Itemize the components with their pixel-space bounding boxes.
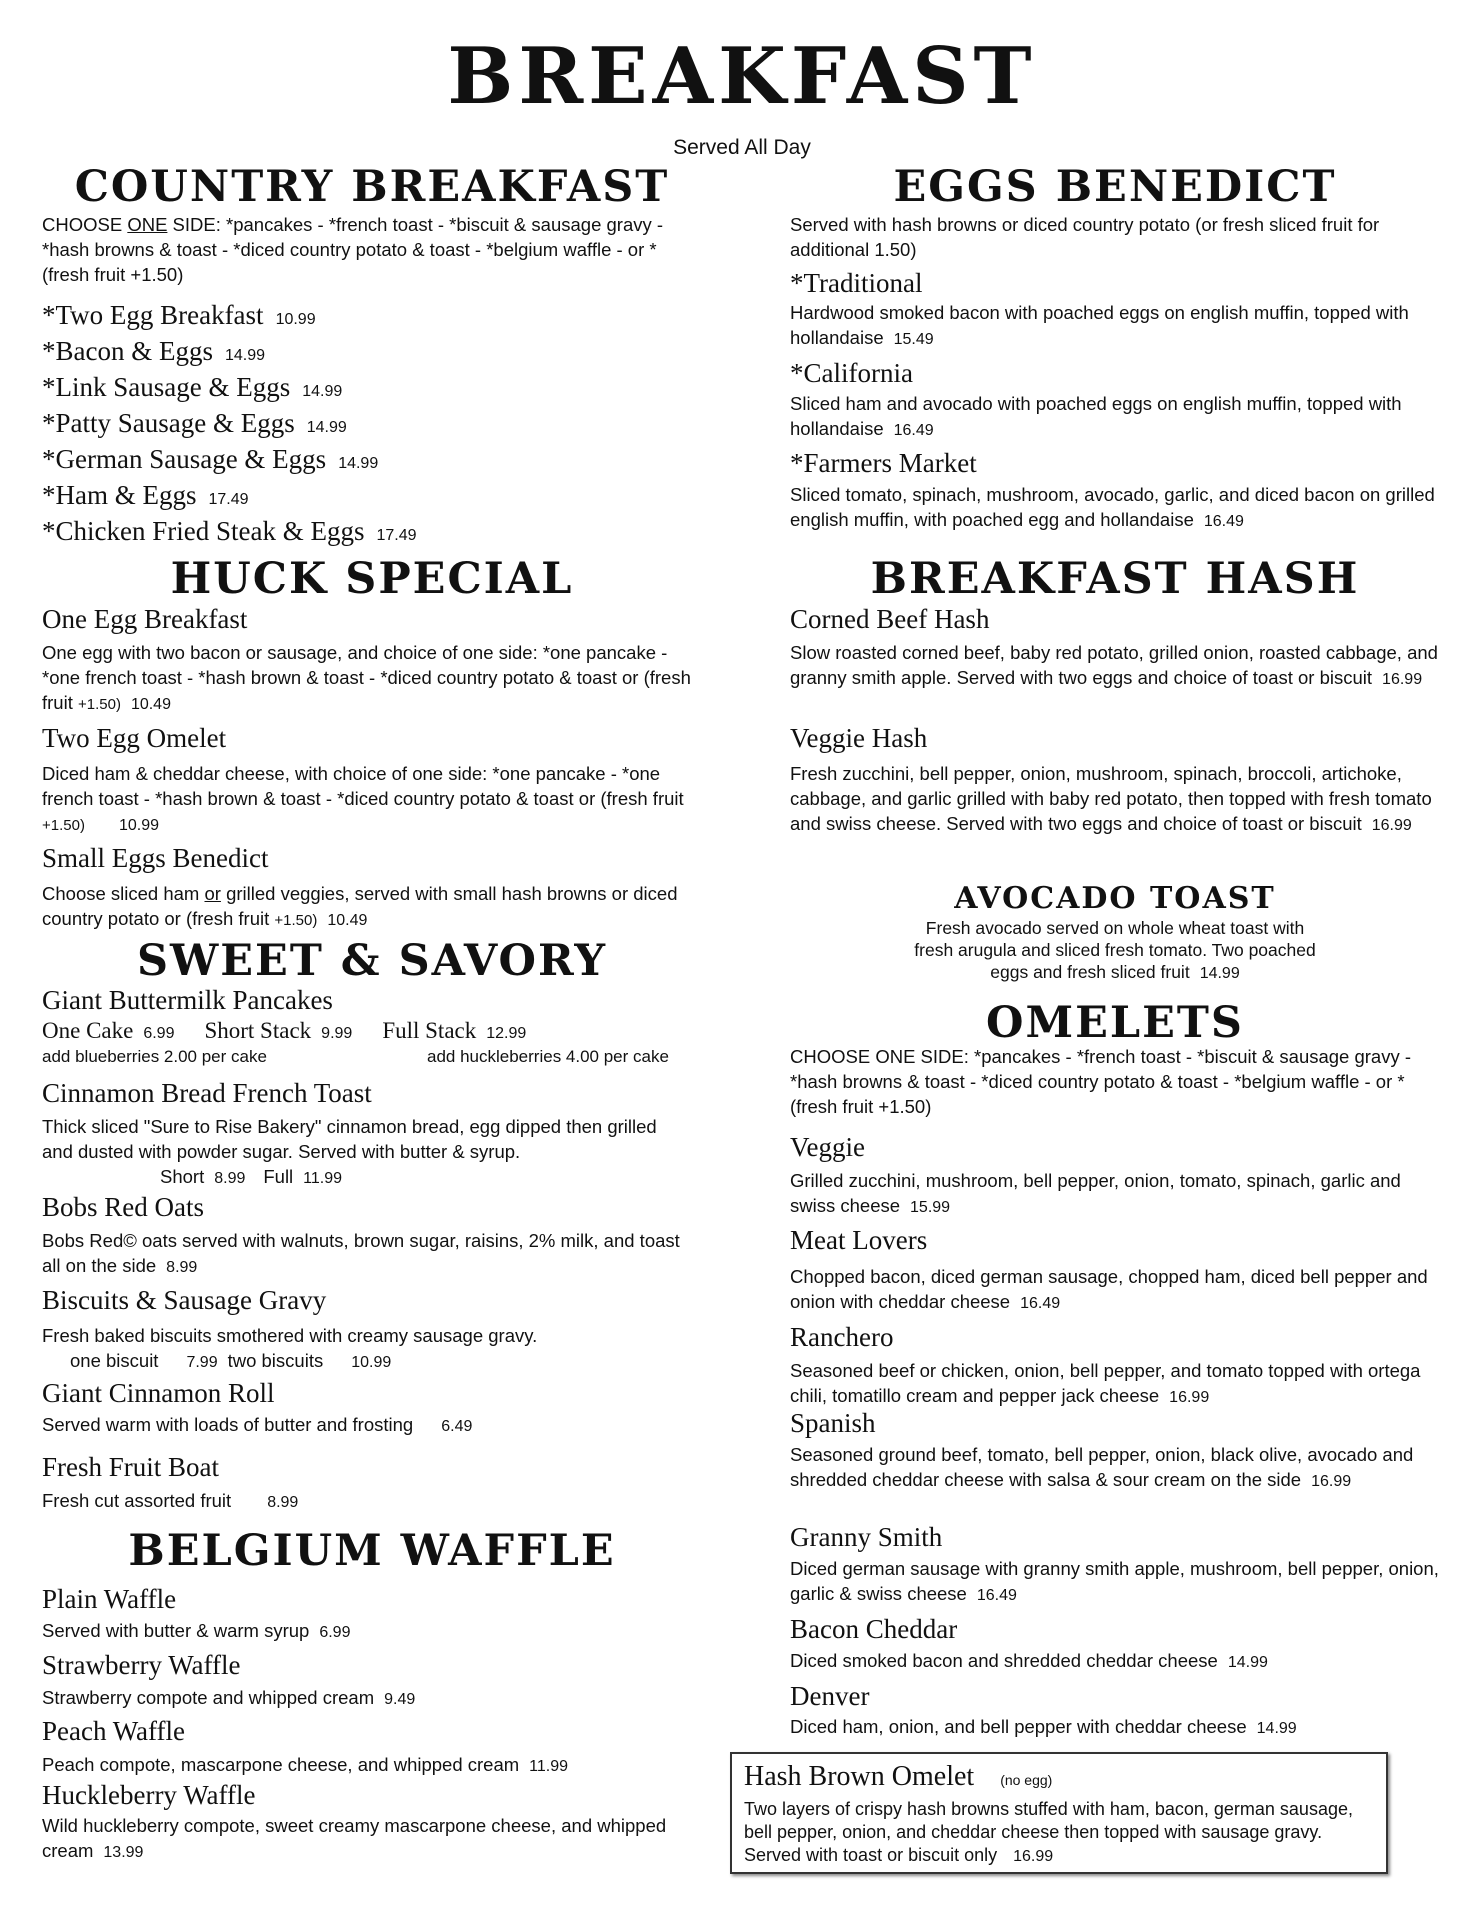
page-subtitle: Served All Day [673,136,811,159]
menu-item: *Patty Sausage & Eggs 14.99 [42,408,347,438]
menu-item-desc: Chopped bacon, diced german sausage, chopped ham, diced bell pepper and onion with cheddar cheese 16.49 [790,1266,1428,1312]
menu-item-name: Fresh Fruit Boat [42,1452,220,1482]
menu-item-name: Strawberry Waffle [42,1650,241,1680]
menu-item-desc: Thick sliced "Sure to Rise Bakery" cinnamon bread, egg dipped then grilled and dusted with powder sugar. Served with butter & syrup. [42,1116,657,1162]
menu-item-name: Veggie Hash [790,723,928,753]
menu-item-name: Huckleberry Waffle [42,1780,256,1810]
addon-huckleberries: add huckleberries 4.00 per cake [427,1047,669,1066]
menu-item-name: Two Egg Omelet [42,723,227,753]
menu-item-desc: Fresh zucchini, bell pepper, onion, mushroom, spinach, broccoli, artichoke, cabbage, and garlic grilled with baby red potato, then topped with fresh tomato and swiss cheese. Served with two eggs and choice of toast or biscuit 16.99 [790,763,1432,834]
menu-item: *Ham & Eggs 17.49 [42,480,249,510]
menu-item-desc: Diced german sausage with granny smith apple, mushroom, bell pepper, onion, garlic & swiss cheese 16.49 [790,1558,1439,1604]
biscuit-sizes: one biscuit 7.99 two biscuits 10.99 [70,1350,392,1371]
menu-item-desc: Sliced ham and avocado with poached eggs on english muffin, topped with hollandaise 16.49 [790,393,1402,439]
menu-item-name: Cinnamon Bread French Toast [42,1078,372,1108]
menu-item-name: Denver [790,1681,870,1711]
menu-item-name: *Traditional [790,268,923,298]
menu-item-name: Granny Smith [790,1522,943,1552]
menu-item-name: Bobs Red Oats [42,1192,204,1222]
menu-item-desc: Wild huckleberry compote, sweet creamy mascarpone cheese, and whipped cream 13.99 [42,1815,667,1861]
menu-item: *Bacon & Eggs 14.99 [42,336,266,366]
menu-item: *German Sausage & Eggs 14.99 [42,444,379,474]
menu-item-desc: Slow roasted corned beef, baby red potato, grilled onion, roasted cabbage, and granny smith apple. Served with two eggs and choice of toast or biscuit 16.99 [790,642,1438,688]
french-toast-sizes: Short 8.99 Full 11.99 [160,1166,343,1187]
omelets-heading: OMELETS [986,998,1244,1048]
menu-item-desc: One egg with two bacon or sausage, and choice of one side: *one pancake - *one french toast - *hash brown & toast - *diced country potato & toast or (fresh fruit +1.50) 10.49 [42,642,691,713]
menu-item-name: Biscuits & Sausage Gravy [42,1285,327,1315]
menu-item-name: Spanish [790,1408,876,1438]
menu-item-desc: Grilled zucchini, mushroom, bell pepper, onion, tomato, spinach, garlic and swiss cheese 15.99 [790,1170,1401,1216]
menu-item-name: *California [790,358,913,388]
menu-item-desc: Diced ham & cheddar cheese, with choice of one side: *one pancake - *one french toast - *hash brown & toast - *diced country potato & toast or (fresh fruit +1.50) 10.99 [42,763,684,834]
menu-item-name: Hash Brown Omelet (no egg) [744,1761,1053,1792]
menu-item-name: Peach Waffle [42,1716,186,1746]
pancake-sizes: One Cake 6.99 Short Stack 9.99 Full Stack 12.99 [42,1018,527,1043]
avocado-toast-heading: AVOCADO TOAST [954,881,1276,916]
menu-item-desc: Peach compote, mascarpone cheese, and whipped cream 11.99 [42,1754,569,1775]
menu-item-name: Giant Buttermilk Pancakes [42,985,333,1015]
menu-item-name: One Egg Breakfast [42,604,248,634]
menu-item-name: Bacon Cheddar [790,1614,958,1644]
menu-item: *Link Sausage & Eggs 14.99 [42,372,343,402]
menu-item-name: Corned Beef Hash [790,604,990,634]
menu-item-desc: Sliced tomato, spinach, mushroom, avocado, garlic, and diced bacon on grilled english muffin, with poached egg and hollandaise 16.49 [790,484,1435,530]
menu-item-desc: Choose sliced ham or grilled veggies, served with small hash browns or diced country potato or (fresh fruit +1.50) 10.49 [42,883,678,929]
menu-item-desc: Served warm with loads of butter and frosting 6.49 [42,1414,473,1435]
breakfast-hash-heading: BREAKFAST HASH [870,554,1360,604]
omelets-note: CHOOSE ONE SIDE: *pancakes - *french toast - *biscuit & sausage gravy - *hash browns & toast - *diced country potato & toast - *belgium waffle - or *(fresh fruit +1.50) [790,1046,1412,1117]
menu-item-desc: Seasoned ground beef, tomato, bell pepper, onion, black olive, avocado and shredded cheddar cheese with salsa & sour cream on the side 16.99 [790,1444,1414,1490]
menu-item: *Chicken Fried Steak & Eggs 17.49 [42,516,417,546]
menu-item-name: Giant Cinnamon Roll [42,1378,275,1408]
addon-blueberries: add blueberries 2.00 per cake [42,1047,267,1066]
menu-item-desc: Diced ham, onion, and bell pepper with cheddar cheese 14.99 [790,1716,1297,1737]
menu-item-desc: Fresh cut assorted fruit 8.99 [42,1490,299,1511]
eggs-benedict-note: Served with hash browns or diced country potato (or fresh sliced fruit for additional 1.50) [790,214,1380,260]
menu-item: *Two Egg Breakfast 10.99 [42,300,316,330]
menu-item-name: Ranchero [790,1322,894,1352]
eggs-benedict-heading: EGGS BENEDICT [893,162,1337,212]
page-title: BREAKFAST [447,31,1037,122]
menu-item-name: Veggie [790,1132,865,1162]
sweet-savory-heading: SWEET & SAVORY [136,936,608,986]
menu-item-desc: Hardwood smoked bacon with poached eggs on english muffin, topped with hollandaise 15.49 [790,302,1409,348]
menu-item-desc: Served with butter & warm syrup 6.99 [42,1620,351,1641]
country-breakfast-heading: COUNTRY BREAKFAST [74,162,670,212]
avocado-toast-desc: Fresh avocado served on whole wheat toast with fresh arugula and sliced fresh tomato. Two poached eggs and fresh sliced fruit 14.99 [914,918,1316,982]
menu-item-desc: Two layers of crispy hash browns stuffed with ham, bacon, german sausage, bell pepper, onion, and cheddar cheese then topped with sausage gravy. Served with toast or biscuit only 16.99 [744,1799,1353,1865]
menu-item-desc: Seasoned beef or chicken, onion, bell pepper, and tomato topped with ortega chili, tomatillo cream and pepper jack cheese 16.99 [790,1360,1421,1406]
menu-item-name: Meat Lovers [790,1225,928,1255]
belgium-waffle-heading: BELGIUM WAFFLE [128,1526,616,1576]
country-breakfast-note: CHOOSE ONE SIDE: *pancakes - *french toast - *biscuit & sausage gravy - *hash browns & toast - *diced country potato & toast - *belgium waffle - or *(fresh fruit +1.50) [42,214,664,285]
huck-special-heading: HUCK SPECIAL [170,554,574,604]
menu-item-name: Plain Waffle [42,1584,177,1614]
menu-item-desc: Fresh baked biscuits smothered with creamy sausage gravy. [42,1325,538,1346]
menu-item-desc: Diced smoked bacon and shredded cheddar cheese 14.99 [790,1650,1268,1671]
menu-item-desc: Bobs Red© oats served with walnuts, brown sugar, raisins, 2% milk, and toast all on the side 8.99 [42,1230,680,1276]
menu-item-name: Small Eggs Benedict [42,843,269,873]
hashbrown-omelet-box [730,1752,1388,1874]
menu-item-name: *Farmers Market [790,448,977,478]
menu-item-desc: Strawberry compote and whipped cream 9.49 [42,1687,416,1708]
